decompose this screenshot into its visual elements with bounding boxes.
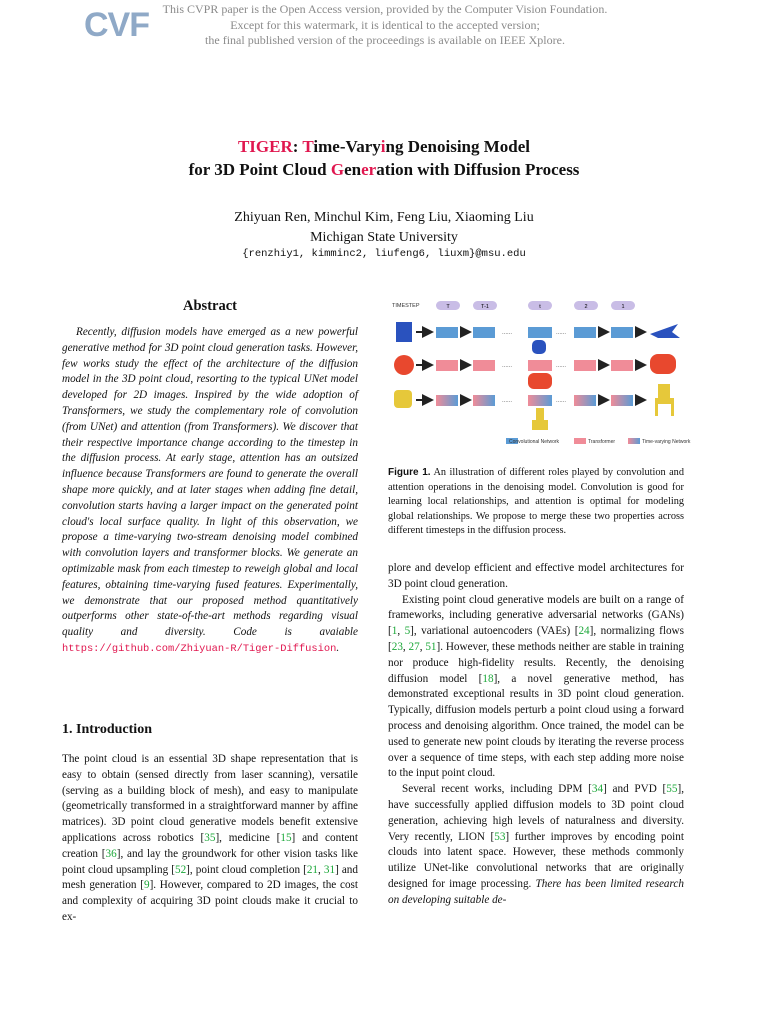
figure-legend	[506, 438, 691, 445]
affiliation: Michigan State University	[310, 230, 458, 245]
chair-icon	[655, 384, 674, 416]
conv-block	[473, 327, 495, 338]
time-varying-block	[528, 395, 552, 406]
svg-text:Time-varying Network: Time-varying Network	[642, 439, 691, 445]
citation-link[interactable]: 24	[578, 625, 590, 638]
citation-link[interactable]: 31	[323, 863, 336, 876]
abstract-text: Recently, diffusion models have emerged as a new powerful generative method for 3D point cloud generation tasks. However, few works study the effect of the architecture of the diffusion model in the 3D point cloud, resorting to the typical UNet model developed for 2D images. Inspired by the wide adoption of Transformers, we study the complementary role of convolution (from UNet) and attention (from Transformers). We discover that their respective importance change according to the timestep in the diffusion process. At early stage, attention has an outsized influence because Transformers are found to generate the overall shape more quickly, and at later stages when adding fine detail, convolution starts having a larger impact on the generated point cloud's local surface quality. In light of this observation, we propose a time-varying two-stream denoising model combined with convolution layers and transformer blocks. We generate an optimizable mask from each timestep to reweigh global and local features, obtaining time-varying fused features. Experimentally, we demonstrate that our proposed method quantitatively outperforms other state-of-the-art methods regarding visual quality and diversity. Code is avaiable https://github.com/Zhiyuan-R/Tiger-Diffusion.	[62, 326, 358, 655]
title-line-1: TIGER: Time-Varying Denoising Model	[237, 137, 531, 156]
authors: Zhiyuan Ren, Minchul Kim, Feng Liu, Xiaoming Liu	[234, 210, 534, 225]
noisy-point-cloud-icon	[394, 390, 412, 408]
row-transformer	[394, 354, 676, 389]
conv-block	[574, 327, 596, 338]
citation-link[interactable]: 1	[391, 625, 398, 638]
transformer-block	[528, 360, 552, 371]
intermediate-shape-icon	[528, 373, 552, 389]
time-varying-block	[436, 395, 458, 406]
cvf-logo: CVF	[84, 6, 149, 44]
watermark-line: the final published version of the proceedings is available on IEEE Xplore.	[205, 33, 565, 47]
svg-text:Transformer: Transformer	[588, 439, 616, 445]
figure-1-caption: Figure 1. An illustration of different roles played by convolution and attention operations in the denoising model. Convolution is good for learning local relationships, and attention is optimal for modeling global relationships. We propose to merge these two properties across different timesteps in the diffusion process.	[388, 467, 684, 537]
watermark-line: This CVPR paper is the Open Access version, provided by the Computer Vision Foundation.	[162, 2, 608, 16]
time-varying-block	[611, 395, 633, 406]
transformer-block	[436, 360, 458, 371]
citation-link[interactable]: 18	[482, 672, 494, 685]
svg-text:......: ......	[502, 363, 513, 369]
intro-paragraph-3: Several recent works, including DPM [34] and PVD [55], have successfully applied diffusion models to 3D point cloud generation, achieving high levels of naturalness and diversity. Very recently, LION [53] further improves by encoding point clouds into latent space. However, these methods commonly utilize UNet-like convolutional networks that are originally designed for image processing. There has been limited research on developing suitable de-	[388, 783, 684, 906]
citation-link[interactable]: 36	[105, 847, 117, 860]
svg-text:......: ......	[556, 330, 567, 336]
svg-text:......: ......	[556, 398, 567, 404]
author-emails: {renzhiy1, kimminc2, liufeng6, liuxm}@msu.edu	[242, 248, 526, 260]
citation-link[interactable]: 9	[143, 879, 150, 892]
citation-link[interactable]: 52	[174, 863, 187, 876]
intro-paragraph-1: The point cloud is an essential 3D shape representation that is easy to obtain (sensed directly from laser scanning), versatile (serving as a building block of mesh), and easy to manipulate (geometrically transformed in a straightforward manner by affine matrices). 3D point cloud generative models benefit extensive applications across robotics [35], medicine [15] and content creation [36], and lay the groundwork for other vision tasks like point cloud upsampling [52], point cloud completion [21, 31] and mesh generation [9]. However, compared to 2D images, the cost and complexity of acquiring 3D point clouds make it crucial to ex-	[62, 753, 359, 923]
conv-block	[436, 327, 458, 338]
figure-1-diagram	[388, 296, 691, 456]
step-pill	[473, 301, 497, 310]
watermark	[150, 2, 620, 49]
time-varying-block	[473, 395, 495, 406]
citation-link[interactable]: 27	[408, 640, 420, 653]
transformer-block	[574, 360, 596, 371]
intermediate-shape-icon	[532, 408, 548, 430]
citation-link[interactable]: 53	[494, 830, 506, 843]
figure-1	[388, 296, 691, 456]
svg-text:Convolutional Network: Convolutional Network	[508, 439, 560, 445]
airplane-icon	[650, 324, 680, 338]
citation-link[interactable]: 5	[404, 625, 411, 638]
car-icon	[650, 354, 676, 374]
svg-text:......: ......	[556, 363, 567, 369]
section-heading-introduction: 1. Introduction	[62, 722, 152, 737]
citation-link[interactable]: 34	[591, 783, 604, 796]
citation-link[interactable]: 21	[306, 863, 319, 876]
paper-title	[60, 135, 708, 181]
code-link[interactable]: https://github.com/Zhiyuan-R/Tiger-Diffusion	[62, 642, 337, 655]
svg-text:t: t	[539, 304, 541, 310]
intro-paragraph-2: Existing point cloud generative models are built on a range of frameworks, including generative adversarial networks (GANs) [1, 5], variational autoencoders (VAEs) [24], normalizing flows [23, 27, 51]. However, these methods neither are stable in training nor produce high-fidelity results. Recently, the denoising diffusion model [18], a novel generative method, has demonstrated exceptional results in 3D point cloud generation. Typically, diffusion models perturb a point cloud using a forward process and denoising algorithm. Once trained, the model can be used to generate new point clouds by iterating the reverse process over a sequence of time steps, with each step adding more noise to the input point cloud.	[388, 593, 685, 780]
noisy-point-cloud-icon	[396, 322, 412, 342]
step-pill	[611, 301, 635, 310]
svg-text:2: 2	[584, 304, 588, 310]
svg-text:1: 1	[621, 304, 625, 310]
conv-block	[528, 327, 552, 338]
transformer-block	[611, 360, 633, 371]
author-block	[60, 208, 708, 248]
citation-link[interactable]: 15	[280, 831, 292, 844]
right-column-body	[388, 561, 684, 909]
step-pill	[528, 301, 552, 310]
citation-link[interactable]: 23	[391, 640, 403, 653]
svg-text:T: T	[446, 304, 450, 310]
citation-link[interactable]: 51	[425, 640, 437, 653]
transformer-block	[473, 360, 495, 371]
abstract-heading: Abstract	[183, 298, 237, 314]
watermark-line: Except for this watermark, it is identical to the accepted version;	[230, 17, 540, 32]
intro-paragraph-continued: plore and develop efficient and effective model architectures for 3D point cloud generation.	[388, 562, 684, 590]
intermediate-shape-icon	[532, 340, 546, 354]
step-pill	[436, 301, 460, 310]
title-line-2: for 3D Point Cloud Generation with Diffusion Process	[188, 160, 580, 179]
citation-link[interactable]: 35	[204, 831, 216, 844]
svg-text:......: ......	[502, 330, 513, 336]
noisy-point-cloud-icon	[394, 355, 414, 375]
svg-text:......: ......	[502, 398, 513, 404]
row-convolutional	[396, 322, 680, 354]
step-pill	[574, 301, 598, 310]
time-varying-block	[574, 395, 596, 406]
row-time-varying	[394, 384, 674, 430]
svg-text:T-1: T-1	[481, 304, 489, 310]
conv-block	[611, 327, 633, 338]
timestep-label: TIMESTEP	[392, 303, 420, 309]
citation-link[interactable]: 55	[666, 783, 678, 796]
